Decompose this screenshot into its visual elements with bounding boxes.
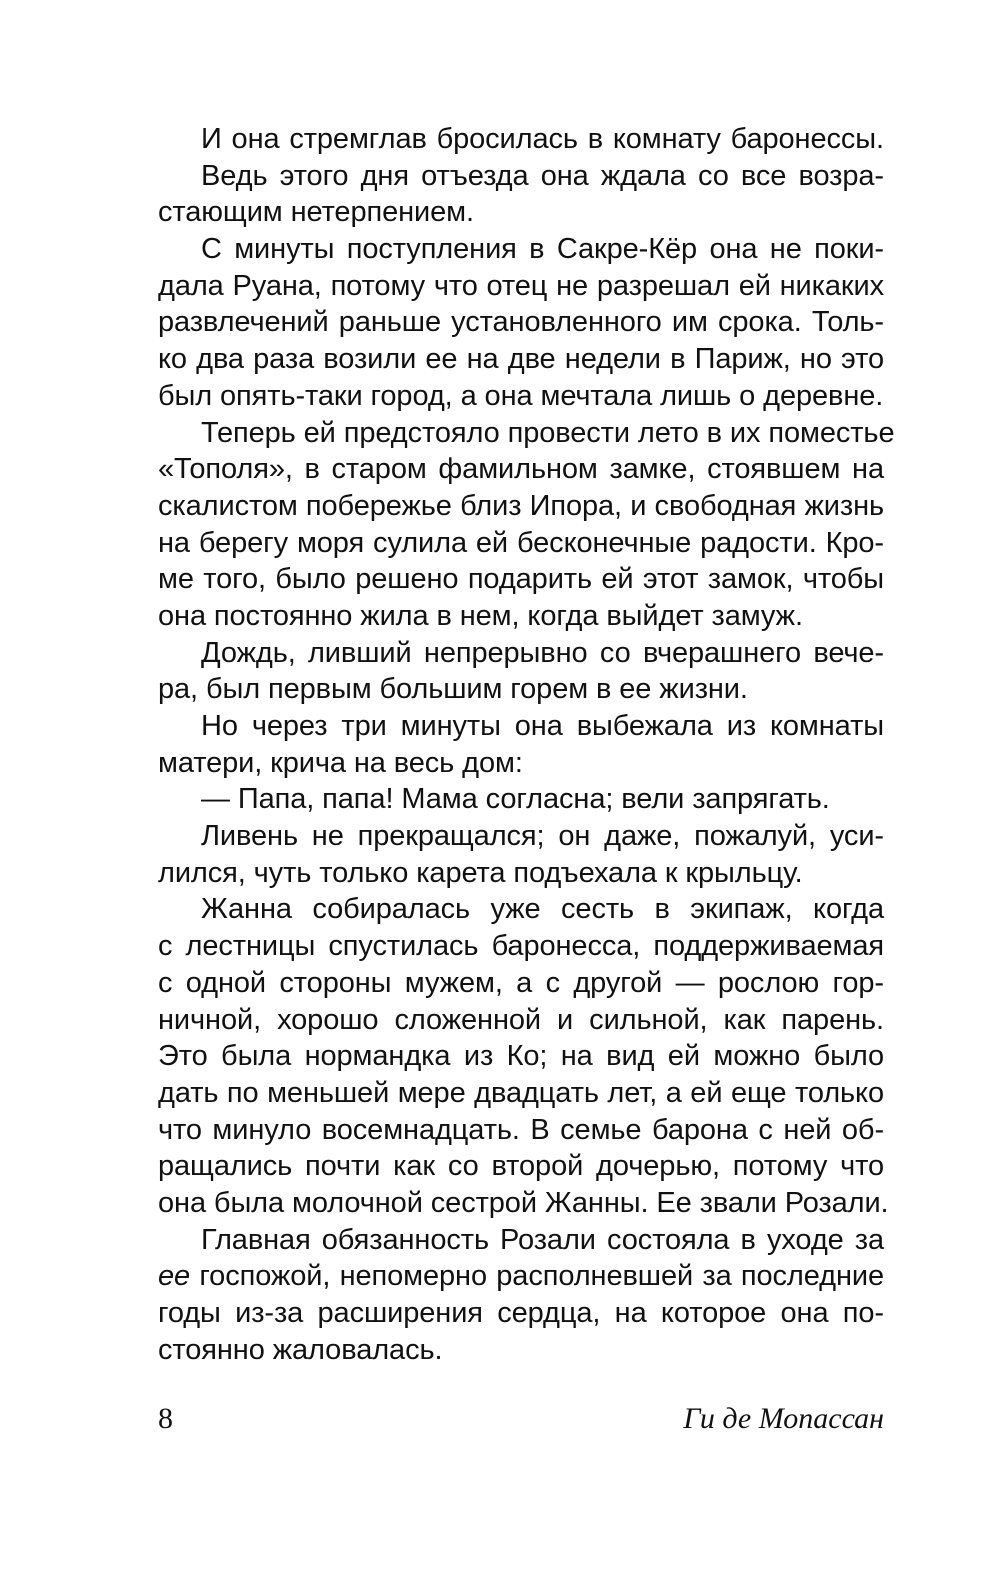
text-line: что минуло восемнадцать. В семье барона с ней об- [158,1113,884,1146]
text-line: Дождь, ливший непрерывно со вчерашнего вече- [201,636,884,669]
text-line: она была молочной сестрой Жанны. Ее звали Розали. [158,1186,889,1219]
text-line: Но через три минуты она выбежала из комнаты [201,710,884,742]
text-line: дать по меньшей мере двадцать лет, а ей еще только [158,1076,884,1109]
text-line: Главная обязанность Розали состояла в уходе за [201,1223,884,1256]
text-line: Это была нормандка из Ко; на вид ей можно было [158,1040,884,1073]
text-line: ме того, было решено подарить ей этот замок, чтобы [158,563,884,596]
text-line: ничной, хорошо сложенной и сильной, как парень. [158,1003,884,1036]
text-line: годы из-за расширения сердца, на которое она по- [158,1297,884,1329]
text-line: «Тополя», в старом фамильном замке, стоявшем на [158,453,884,486]
body-text [158,121,895,1368]
text-line-rest: госпожой, непомерно располневшей за последние [199,1260,884,1293]
text-line: она постоянно жила в нем, когда выйдет замуж. [158,599,803,632]
text-line: ра, был первым большим горем в ее жизни. [158,673,748,706]
text-line: — Папа, папа! Мама согласна; вели запрягать. [201,783,830,816]
page-footer [158,1402,884,1442]
text-line: с одной стороны мужем, а с другой — рослою гор- [158,966,884,999]
text-line: И она стремглав бросилась в комнату баронессы. [201,123,884,155]
text-line-with-emphasis [158,1258,884,1295]
text-line: был опять-таки город, а она мечтала лишь о деревне. [158,379,884,412]
text-line: скалистом побережье близ Ипора, и свободная жизнь [158,489,884,522]
text-line: ращались почти как со второй дочерью, потому что [158,1150,884,1183]
text-line: развлечений раньше установленного им срока. Толь- [158,306,884,339]
text-line: Ливень не прекращался; он даже, пожалуй, уси- [201,820,884,853]
text-line: лился, чуть только карета подъехала к крыльцу. [158,856,803,889]
text-line: Теперь ей предстояло провести лето в их поместье [201,416,895,449]
running-head-author: Ги де Мопассан [683,1402,884,1435]
text-line: с лестницы спустилась баронесса, поддерживаемая [158,930,884,963]
page-number: 8 [158,1402,173,1435]
text-line: Ведь этого дня отъезда она ждала со все возра- [201,159,884,192]
emphasis-word: ее [158,1260,191,1293]
text-line: Жанна собиралась уже сесть в экипаж, когда [201,893,884,926]
text-line: С минуты поступления в Сакре-Кёр она не поки- [201,233,884,266]
text-line: матери, крича на весь дом: [158,746,523,779]
text-line: ко два раза возили ее на две недели в Париж, но это [158,343,884,376]
text-line: стающим нетерпением. [158,196,474,229]
text-line: на берегу моря сулила ей бесконечные радости. Кро- [158,526,884,559]
text-line: стоянно жаловалась. [158,1333,443,1366]
text-line: дала Руана, потому что отец не разрешал ей никаких [158,269,884,302]
